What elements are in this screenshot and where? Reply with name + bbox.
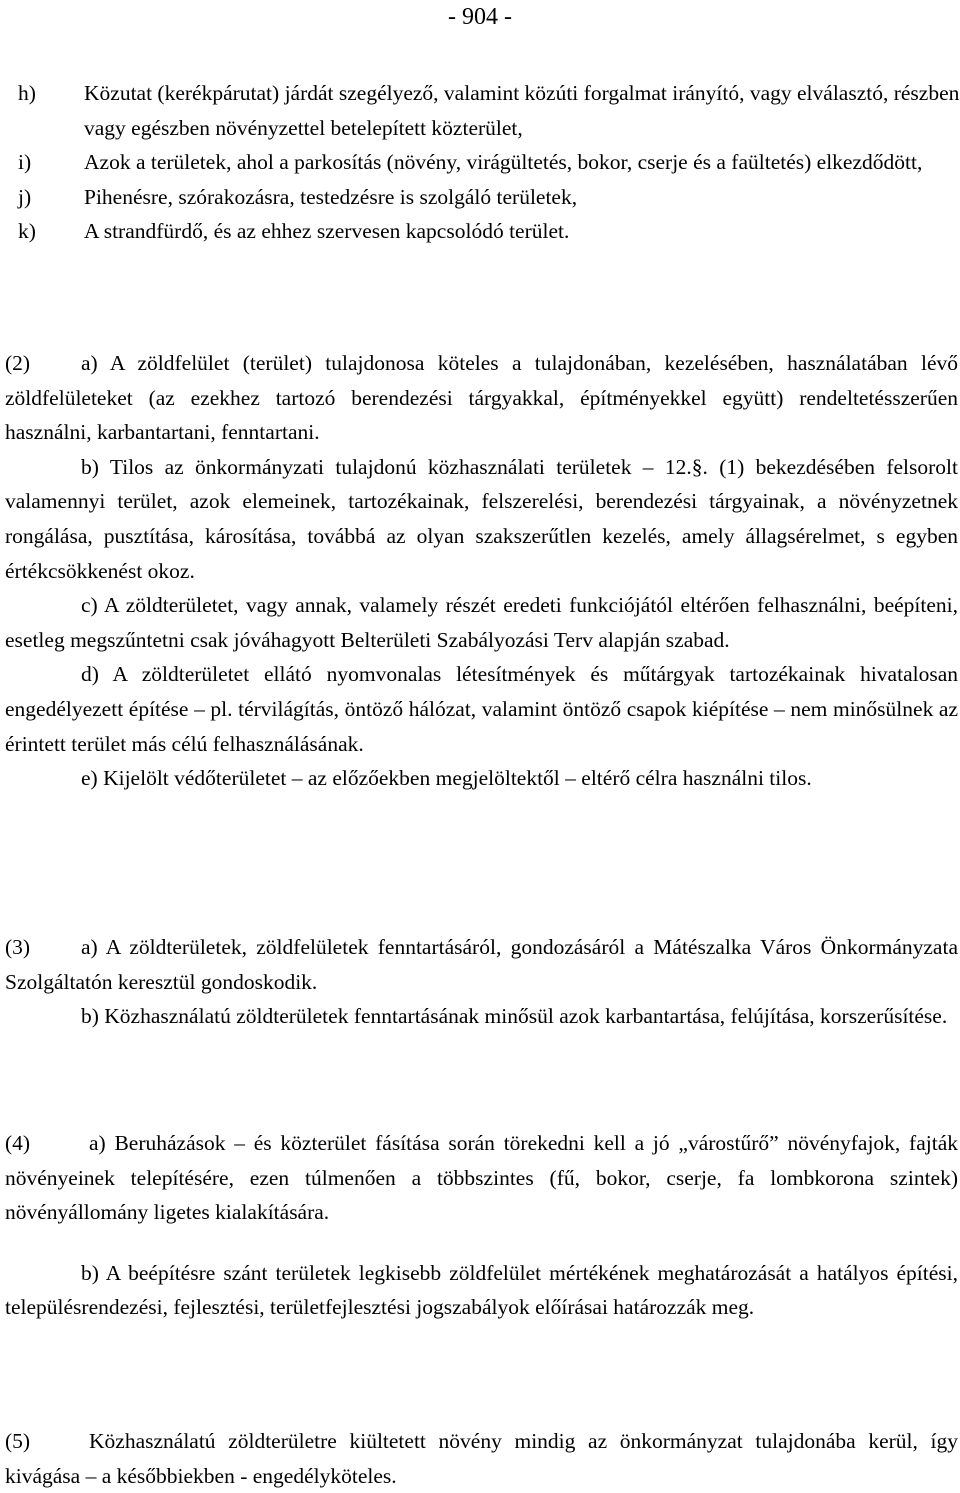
section-3-paragraph-a — [5, 930, 958, 999]
list-item-label: h) — [18, 81, 36, 105]
section-2-paragraph-e: e) Kijelölt védőterületet – az előzőekben megjelöltektől – eltérő célra használni tilos. — [81, 766, 812, 791]
section-2-paragraph-d: d) A zöldterületet ellátó nyomvonalas létesítmények és műtárgyak tartozékainak hivatalosan engedélyezett építése – pl. térvilágítás, öntöző hálózat, valamint öntöző csapok kiépítése – nem minősülnek az érintett terület más célú felhasználásának. — [5, 662, 958, 756]
section-number: (3) — [5, 935, 31, 959]
paragraph-text: a) A zöldterületek, zöldfelületek fenntartásáról, gondozásáról a Mátészalka Város Önkormányzata Szolgáltatón keresztül gondoskodik. — [5, 935, 958, 994]
list-item-label: k) — [18, 219, 36, 244]
paragraph-text: Közhasználatú zöldterületre kiültetett növény mindig az önkormányzat tulajdonába kerül, így kivágása – a későbbiekben - engedélyköteles. — [5, 1429, 958, 1488]
section-2-paragraph-b: b) Tilos az önkormányzati tulajdonú közhasználati területek – 12.§. (1) bekezdésében felsorolt valamennyi terület, azok elemeinek, tartozékainak, felszerelési, berendezési tárgyainak, a növényzetnek rongálása, pusztítása, károsítása, továbbá az olyan szakszerűtlen kezelés, amely állagsérelmet, s egyben értékcsökkenést okoz. — [5, 454, 958, 583]
section-5 — [5, 1424, 958, 1493]
section-4 — [5, 1126, 958, 1325]
list-item-k — [18, 214, 960, 249]
section-number: (5) — [5, 1429, 31, 1453]
item-list — [18, 76, 960, 249]
list-item-text: A strandfürdő, és az ehhez szervesen kapcsolódó terület. — [84, 219, 570, 244]
list-item-j — [18, 180, 960, 215]
page-number: - 904 - — [448, 4, 512, 30]
list-item-text: Azok a területek, ahol a parkosítás (növény, virágültetés, bokor, cserje és a faültetés) elkezdődött, — [84, 150, 923, 175]
paragraph-text: a) A zöldfelület (terület) tulajdonosa köteles a tulajdonában, kezelésében, használatában lévő zöldfelületeket (az ezekhez tartozó berendezési tárgyakkal, építményekkel együtt) rendeltetésszerűen használni, karbantartani, fenntartani. — [5, 351, 958, 445]
section-2-paragraph-a — [5, 346, 958, 450]
list-item-h — [18, 76, 960, 145]
section-4-paragraph-a — [5, 1126, 958, 1230]
list-item-text: Közutat (kerékpárutat) járdát szegélyező, valamint közúti forgalmat irányító, vagy elválasztó, részben vagy egészben növényzettel betelepített közterület, — [84, 81, 960, 140]
list-item-text: Pihenésre, szórakozásra, testedzésre is szolgáló területek, — [84, 184, 578, 209]
section-3 — [5, 930, 958, 1034]
list-item-label: i) — [18, 150, 32, 175]
section-4-paragraph-b: b) A beépítésre szánt területek legkisebb zöldfelület mértékének meghatározását a hatályos építési, településrendezési, fejlesztési, területfejlesztési jogszabályok előírásai határozzák meg. — [5, 1260, 958, 1320]
section-number: (4) — [5, 1131, 31, 1155]
section-3-paragraph-b: b) Közhasználatú zöldterületek fenntartásának minősül azok karbantartása, felújítása, korszerűsítése. — [81, 1004, 948, 1029]
section-2-paragraph-c: c) A zöldterületet, vagy annak, valamely részét eredeti funkciójától eltérően felhasználni, beépíteni, esetleg megszűntetni csak jóváhagyott Belterületi Szabályozási Terv alapján szabad. — [5, 593, 958, 652]
paragraph-text: a) Beruházások – és közterület fásítása során törekedni kell a jó „várostűrő” növényfajok, fajták növényeinek telepítésére, ezen túlmenően a többszintes (fű, bokor, cserje, fa lombkorona szintek) növényállomány ligetes kialakítására. — [5, 1131, 958, 1225]
list-item-label: j) — [18, 184, 32, 209]
section-5-paragraph — [5, 1424, 958, 1493]
section-2 — [5, 346, 958, 796]
list-item-i — [18, 145, 960, 180]
section-number: (2) — [5, 351, 31, 375]
